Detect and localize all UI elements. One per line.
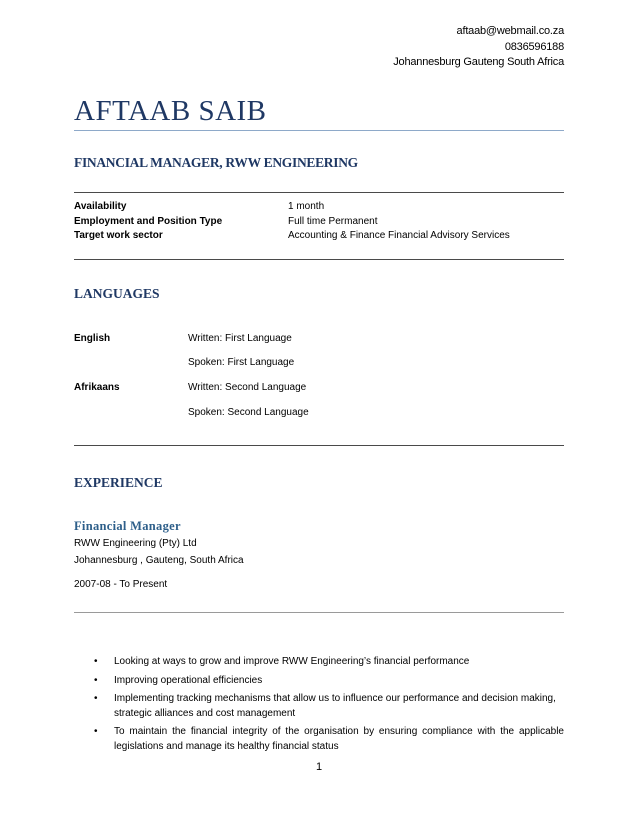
contact-phone: 0836596188 — [504, 40, 564, 53]
headline: FINANCIAL MANAGER, RWW ENGINEERING — [74, 155, 358, 170]
list-item — [74, 655, 564, 670]
bullet-icon: • — [94, 674, 98, 686]
details-row — [74, 200, 510, 215]
details-table — [74, 200, 510, 244]
name-divider — [74, 130, 564, 131]
language-written: Written: Second Language — [188, 382, 307, 393]
details-row — [74, 215, 510, 230]
list-item — [74, 674, 564, 689]
bullet-text: Looking at ways to grow and improve RWW Engineering’s financial performance — [114, 656, 470, 667]
divider — [74, 445, 564, 446]
language-row — [74, 357, 294, 368]
language-name: English — [74, 333, 111, 344]
bullet-text: Implementing tracking mechanisms that allow us to influence our performance and decision making, strategic alliances and cost management — [114, 693, 556, 719]
language-written: Written: First Language — [188, 333, 292, 344]
divider — [74, 612, 564, 613]
candidate-name: AFTAAB SAIB — [74, 95, 267, 127]
language-row — [74, 407, 309, 418]
job-location: Johannesburg , Gauteng, South Africa — [74, 555, 244, 566]
bullet-icon: • — [94, 726, 98, 737]
bullet-icon: • — [94, 693, 98, 704]
language-spoken: Spoken: First Language — [188, 357, 295, 368]
language-row — [74, 333, 292, 344]
job-company: RWW Engineering (Pty) Ltd — [74, 538, 197, 549]
page-number: 1 — [315, 761, 323, 773]
experience-title: EXPERIENCE — [74, 475, 163, 490]
divider — [74, 259, 564, 260]
details-row — [74, 229, 510, 244]
divider — [74, 192, 564, 193]
details-label: Availability — [74, 201, 127, 212]
details-label: Target work sector — [74, 230, 163, 241]
details-value: 1 month — [288, 201, 325, 212]
list-item — [74, 725, 564, 754]
language-name: Afrikaans — [74, 382, 120, 393]
details-label: Employment and Position Type — [74, 215, 223, 227]
job-dates: 2007-08 - To Present — [74, 579, 168, 590]
job-responsibilities — [74, 655, 564, 758]
details-value: Accounting & Finance Financial Advisory Services — [288, 230, 510, 241]
details-value: Full time Permanent — [288, 215, 378, 227]
bullet-text: To maintain the financial integrity of the organisation by ensuring compliance with the applicable legislations and manage its healthy financial status — [114, 726, 564, 752]
bullet-text: Improving operational efficiencies — [114, 674, 263, 686]
languages-title: LANGUAGES — [74, 286, 160, 301]
job-title: Financial Manager — [74, 519, 181, 533]
contact-email: aftaab@webmail.co.za — [456, 25, 564, 37]
language-spoken: Spoken: Second Language — [188, 407, 309, 418]
contact-location: Johannesburg Gauteng South Africa — [393, 56, 564, 68]
contact-block — [393, 24, 564, 71]
list-item — [74, 692, 564, 721]
bullet-icon: • — [94, 656, 98, 667]
language-row — [74, 382, 306, 393]
